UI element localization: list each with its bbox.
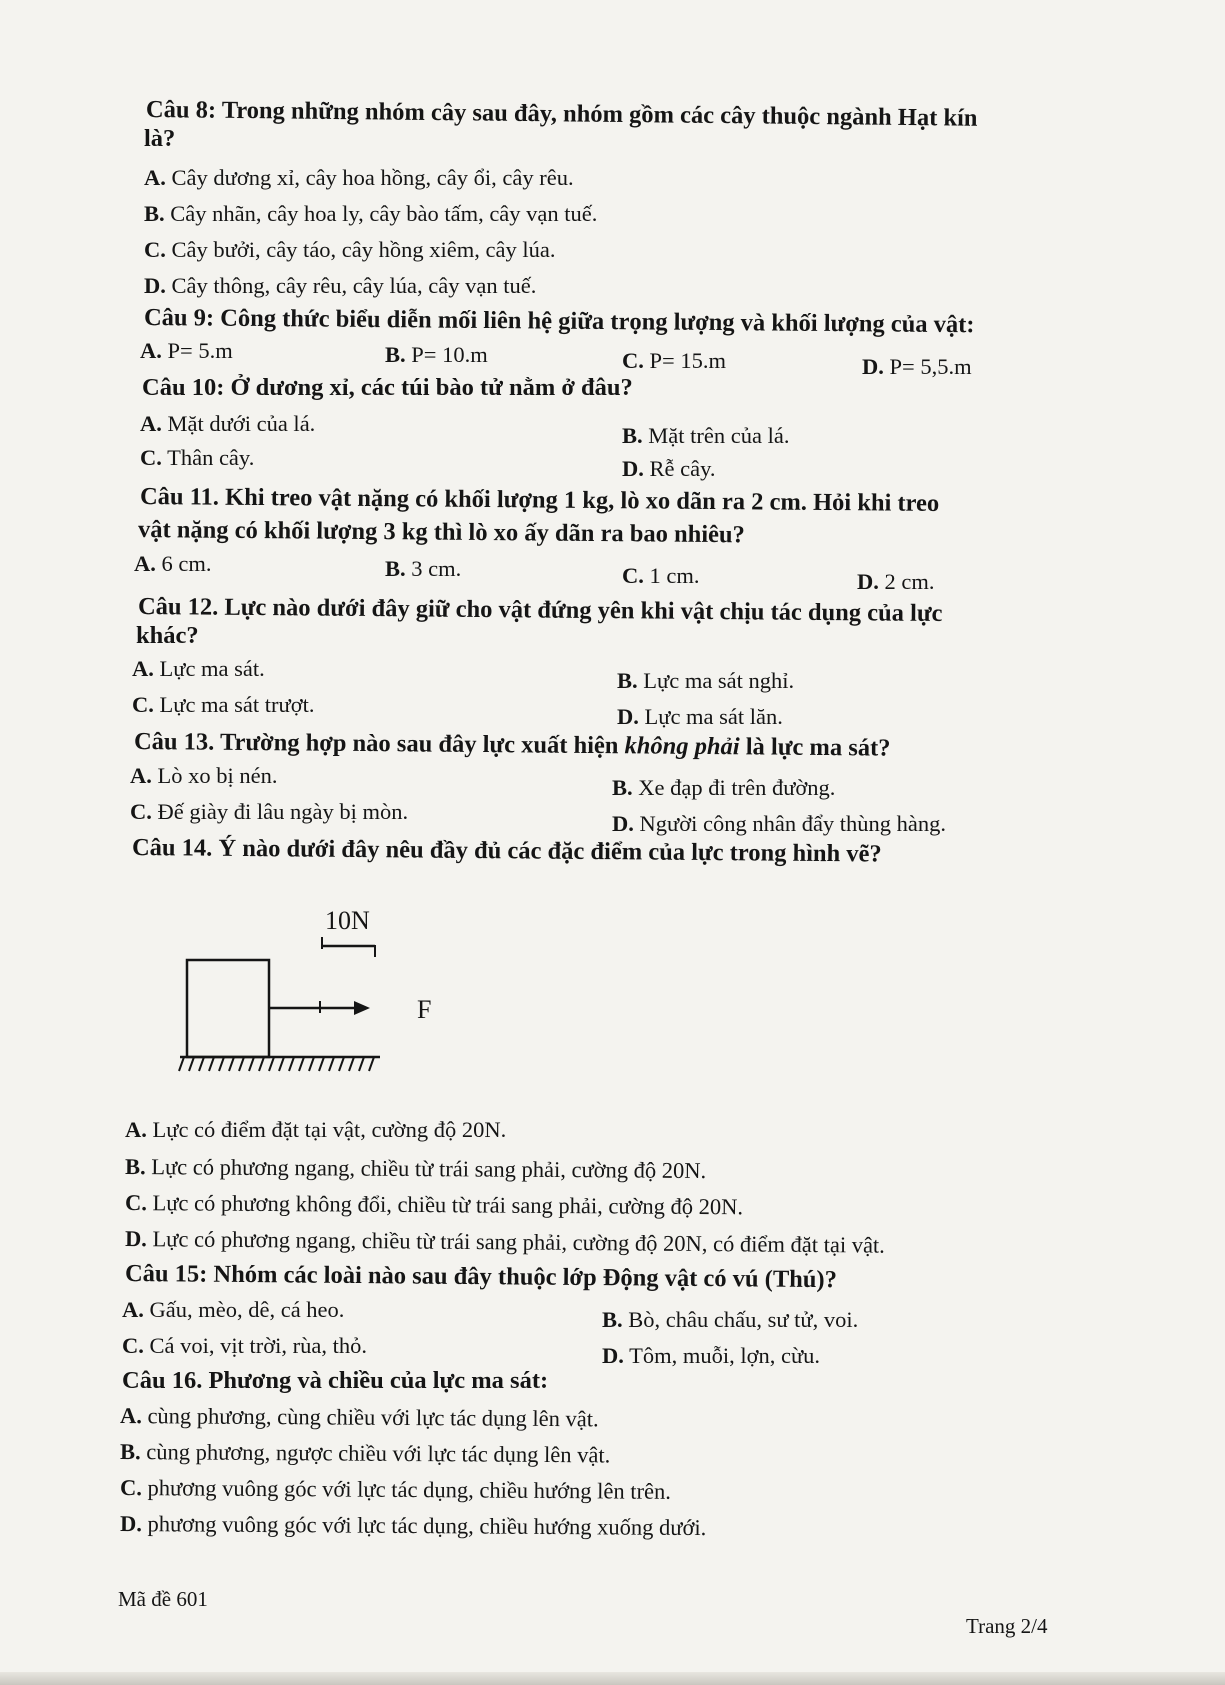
hatch-line [319, 1057, 324, 1071]
q12-option-d: D. Lực ma sát lăn. [617, 704, 783, 729]
question-14 [132, 833, 882, 870]
q12-option-b: B. Lực ma sát nghỉ. [617, 668, 795, 693]
hatch-line [359, 1057, 364, 1071]
scale-label: 10N [325, 906, 370, 935]
hatch-line [279, 1057, 284, 1071]
question-text: Khi treo vật nặng có khối lượng 1 kg, lò xo dãn ra 2 cm. Hỏi khi treo [224, 483, 940, 517]
q14-option-c: C. Lực có phương không đổi, chiều từ trái sang phải, cường độ 20N. [124, 1190, 744, 1220]
q9-option-a: A. P= 5.m [140, 338, 233, 363]
q10-option-c: C. Thân cây. [140, 445, 255, 470]
hatch-line [369, 1057, 374, 1071]
q10-option-a: A. Mặt dưới của lá. [140, 411, 316, 436]
q13-option-b: B. Xe đạp đi trên đường. [612, 775, 836, 800]
exam-code: Mã đề 601 [118, 1587, 208, 1611]
force-arrowhead-icon [354, 1001, 370, 1015]
page-number: Trang 2/4 [966, 1614, 1048, 1638]
hatch-line [339, 1057, 344, 1071]
q15-option-a: A. Gấu, mèo, dê, cá heo. [122, 1297, 345, 1322]
q13-option-d: D. Người công nhân đẩy thùng hàng. [612, 811, 947, 836]
question-16 [122, 1366, 548, 1396]
q12-option-c: C. Lực ma sát trượt. [132, 692, 315, 717]
q11-option-c: C. 1 cm. [622, 563, 700, 588]
q11-option-b: B. 3 cm. [385, 556, 462, 581]
force-label: F [417, 995, 432, 1024]
hatch-line [269, 1057, 274, 1071]
q14-option-d: D. Lực có phương ngang, chiều từ trái sang phải, cường độ 20N, có điểm đặt tại vật. [124, 1226, 885, 1258]
question-11 [140, 482, 939, 519]
question-label: Câu 15: [124, 1260, 208, 1288]
question-9 [144, 303, 975, 340]
q8-option-c: C. Cây bưởi, cây táo, cây hồng xiêm, cây lúa. [144, 237, 556, 262]
q8-option-d: D. Cây thông, cây rêu, cây lúa, cây vạn tuế. [144, 273, 537, 298]
q9-option-d: D. P= 5,5.m [862, 354, 972, 379]
question-10 [142, 373, 633, 403]
force-diagram [170, 905, 450, 1075]
question-label: Câu 13. [133, 728, 215, 756]
question-label: Câu 10: [142, 374, 225, 401]
question-text: Ở dương xỉ, các túi bào tử nằm ở đâu? [230, 374, 633, 401]
question-text: Công thức biểu diễn mối liên hệ giữa trọng lượng và khối lượng của vật: [220, 304, 975, 339]
q10-option-d: D. Rễ cây. [622, 456, 716, 481]
hatch-line [239, 1057, 244, 1071]
hatch-line [189, 1057, 194, 1071]
q11-option-a: A. 6 cm. [134, 551, 212, 576]
q15-option-c: C. Cá voi, vịt trời, rùa, thỏ. [122, 1333, 367, 1358]
question-text-emph: không phải [624, 732, 740, 761]
question-text: Ý nào dưới đây nêu đầy đủ các đặc điểm của lực trong hình vẽ? [218, 834, 882, 868]
question-13 [134, 727, 891, 764]
scan-edge [0, 1672, 1225, 1685]
hatch-line [309, 1057, 314, 1071]
hatch-line [349, 1057, 354, 1071]
q16-option-a: A. cùng phương, cùng chiều với lực tác dụng lên vật. [119, 1403, 599, 1432]
object-box [187, 960, 269, 1057]
question-11-cont: vật nặng có khối lượng 3 kg thì lò xo ấy dãn ra bao nhiêu? [137, 516, 745, 549]
q10-option-b: B. Mặt trên của lá. [622, 423, 790, 448]
question-label: Câu 14. [131, 834, 213, 862]
q14-option-a: A. Lực có điểm đặt tại vật, cường độ 20N. [125, 1117, 507, 1142]
hatch-line [229, 1057, 234, 1071]
q8-option-b: B. Cây nhãn, cây hoa ly, cây bào tấm, cây vạn tuế. [144, 201, 598, 226]
question-text: Nhóm các loài nào sau đây thuộc lớp Động vật có vú (Thú)? [213, 1260, 838, 1294]
hatch-line [199, 1057, 204, 1071]
q16-option-b: B. cùng phương, ngược chiều với lực tác dụng lên vật. [119, 1439, 611, 1468]
question-text-after: là lực ma sát? [745, 733, 891, 762]
question-label: Câu 8: [145, 96, 217, 124]
q16-option-d: D. phương vuông góc với lực tác dụng, chiều hướng xuống dưới. [119, 1511, 707, 1541]
hatch-line [329, 1057, 334, 1071]
hatch-line [299, 1057, 304, 1071]
q8-option-a: A. Cây dương xỉ, cây hoa hồng, cây ổi, cây rêu. [144, 165, 574, 190]
hatch-line [259, 1057, 264, 1071]
q15-option-d: D. Tôm, muỗi, lợn, cừu. [602, 1343, 821, 1368]
q15-option-b: B. Bò, châu chấu, sư tử, voi. [602, 1307, 859, 1332]
question-8-cont: là? [144, 125, 176, 152]
question-text: Phương và chiều của lực ma sát: [208, 1367, 549, 1394]
question-12-cont: khác? [136, 622, 199, 649]
q9-option-c: C. P= 15.m [622, 348, 726, 373]
question-8 [146, 95, 978, 134]
question-label: Câu 11. [139, 483, 220, 511]
q16-option-c: C. phương vuông góc với lực tác dụng, chiều hướng lên trên. [119, 1475, 671, 1504]
q14-option-b: B. Lực có phương ngang, chiều từ trái sang phải, cường độ 20N. [124, 1154, 707, 1184]
question-text: Trong những nhóm cây sau đây, nhóm gồm các cây thuộc ngành Hạt kín [221, 96, 978, 132]
hatch-line [209, 1057, 214, 1071]
q11-option-d: D. 2 cm. [857, 569, 935, 594]
hatch-line [249, 1057, 254, 1071]
question-label: Câu 16. [122, 1367, 203, 1394]
question-15 [125, 1259, 837, 1295]
question-text-before: Trường hợp nào sau đây lực xuất hiện [219, 728, 619, 760]
q13-option-a: A. Lò xo bị nén. [130, 763, 278, 788]
question-12 [138, 592, 943, 629]
q12-option-a: A. Lực ma sát. [132, 656, 265, 681]
hatch-line [289, 1057, 294, 1071]
question-text: Lực nào dưới đây giữ cho vật đứng yên khi vật chịu tác dụng của lực [224, 593, 943, 628]
question-label: Câu 9: [143, 304, 215, 332]
ground-hatch [179, 1057, 374, 1071]
question-label: Câu 12. [137, 593, 219, 621]
hatch-line [219, 1057, 224, 1071]
q9-option-b: B. P= 10.m [385, 342, 488, 367]
q13-option-c: C. Đế giày đi lâu ngày bị mòn. [130, 799, 409, 824]
hatch-line [179, 1057, 184, 1071]
